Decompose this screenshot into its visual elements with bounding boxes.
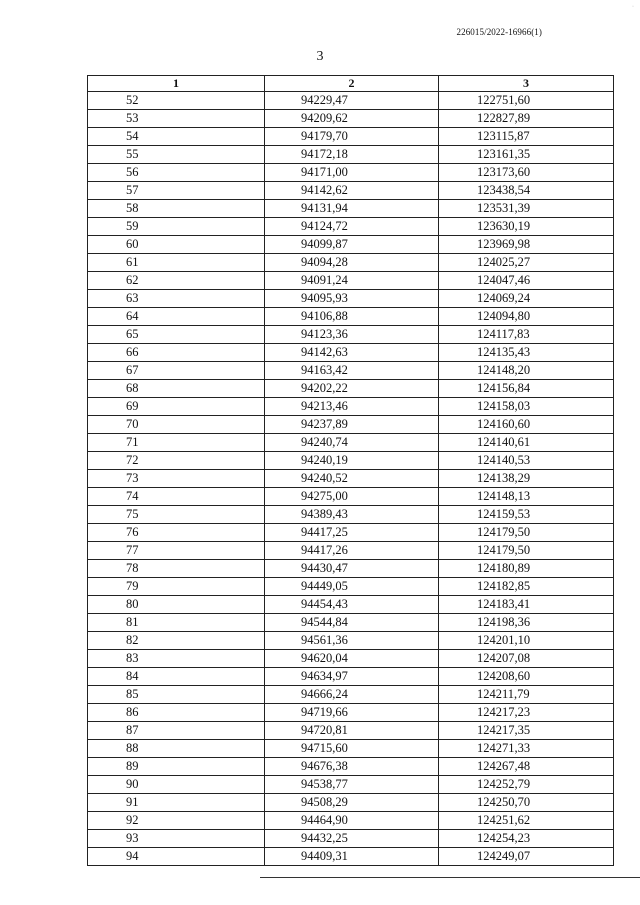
column-header-3: 3 (439, 76, 614, 92)
table-row (88, 326, 614, 344)
x-coordinate-cell: 94561,36 (265, 632, 439, 650)
y-coordinate-cell: 123630,19 (439, 218, 614, 236)
y-coordinate-cell: 124211,79 (439, 686, 614, 704)
point-number-cell: 93 (88, 830, 265, 848)
x-coordinate-cell: 94095,93 (265, 290, 439, 308)
table-row (88, 398, 614, 416)
point-number-cell: 64 (88, 308, 265, 326)
y-coordinate-cell: 123969,98 (439, 236, 614, 254)
table-row (88, 614, 614, 632)
point-number-cell: 82 (88, 632, 265, 650)
y-coordinate-cell: 124047,46 (439, 272, 614, 290)
table-row (88, 92, 614, 110)
point-number-cell: 63 (88, 290, 265, 308)
x-coordinate-cell: 94544,84 (265, 614, 439, 632)
y-coordinate-cell: 124183,41 (439, 596, 614, 614)
table-row (88, 830, 614, 848)
table-row (88, 452, 614, 470)
point-number-cell: 53 (88, 110, 265, 128)
y-coordinate-cell: 124069,24 (439, 290, 614, 308)
point-number-cell: 72 (88, 452, 265, 470)
y-coordinate-cell: 122827,89 (439, 110, 614, 128)
y-coordinate-cell: 124267,48 (439, 758, 614, 776)
x-coordinate-cell: 94209,62 (265, 110, 439, 128)
x-coordinate-cell: 94409,31 (265, 848, 439, 866)
table-row (88, 506, 614, 524)
table-row (88, 416, 614, 434)
y-coordinate-cell: 124140,61 (439, 434, 614, 452)
table-row (88, 218, 614, 236)
table-row (88, 740, 614, 758)
table-row (88, 470, 614, 488)
x-coordinate-cell: 94171,00 (265, 164, 439, 182)
x-coordinate-cell: 94123,36 (265, 326, 439, 344)
table-row (88, 560, 614, 578)
page-number: 3 (316, 49, 324, 64)
x-coordinate-cell: 94538,77 (265, 776, 439, 794)
table-row (88, 596, 614, 614)
point-number-cell: 54 (88, 128, 265, 146)
table-row (88, 380, 614, 398)
table-row (88, 272, 614, 290)
y-coordinate-cell: 124138,29 (439, 470, 614, 488)
x-coordinate-cell: 94676,38 (265, 758, 439, 776)
point-number-cell: 92 (88, 812, 265, 830)
x-coordinate-cell: 94237,89 (265, 416, 439, 434)
table-row (88, 650, 614, 668)
table-row (88, 578, 614, 596)
y-coordinate-cell: 124254,23 (439, 830, 614, 848)
table-row (88, 362, 614, 380)
x-coordinate-cell: 94142,63 (265, 344, 439, 362)
y-coordinate-cell: 124179,50 (439, 524, 614, 542)
x-coordinate-cell: 94508,29 (265, 794, 439, 812)
point-number-cell: 67 (88, 362, 265, 380)
point-number-cell: 66 (88, 344, 265, 362)
x-coordinate-cell: 94240,19 (265, 452, 439, 470)
point-number-cell: 52 (88, 92, 265, 110)
y-coordinate-cell: 124156,84 (439, 380, 614, 398)
point-number-cell: 79 (88, 578, 265, 596)
table-row (88, 182, 614, 200)
y-coordinate-cell: 123161,35 (439, 146, 614, 164)
y-coordinate-cell: 122751,60 (439, 92, 614, 110)
y-coordinate-cell: 124159,53 (439, 506, 614, 524)
y-coordinate-cell: 124249,07 (439, 848, 614, 866)
x-coordinate-cell: 94240,74 (265, 434, 439, 452)
x-coordinate-cell: 94163,42 (265, 362, 439, 380)
point-number-cell: 57 (88, 182, 265, 200)
table-row (88, 434, 614, 452)
table-row (88, 542, 614, 560)
x-coordinate-cell: 94417,25 (265, 524, 439, 542)
table-row (88, 164, 614, 182)
point-number-cell: 60 (88, 236, 265, 254)
point-number-cell: 81 (88, 614, 265, 632)
table-row (88, 128, 614, 146)
y-coordinate-cell: 124217,35 (439, 722, 614, 740)
table-row (88, 812, 614, 830)
table-row (88, 488, 614, 506)
y-coordinate-cell: 124094,80 (439, 308, 614, 326)
table-row (88, 146, 614, 164)
y-coordinate-cell: 124148,20 (439, 362, 614, 380)
x-coordinate-cell: 94666,24 (265, 686, 439, 704)
point-number-cell: 59 (88, 218, 265, 236)
x-coordinate-cell: 94719,66 (265, 704, 439, 722)
y-coordinate-cell: 124201,10 (439, 632, 614, 650)
y-coordinate-cell: 124140,53 (439, 452, 614, 470)
x-coordinate-cell: 94720,81 (265, 722, 439, 740)
point-number-cell: 91 (88, 794, 265, 812)
table-row (88, 200, 614, 218)
table-row (88, 290, 614, 308)
point-number-cell: 68 (88, 380, 265, 398)
table-row (88, 668, 614, 686)
column-header-2: 2 (265, 76, 439, 92)
point-number-cell: 78 (88, 560, 265, 578)
table-row (88, 524, 614, 542)
x-coordinate-cell: 94091,24 (265, 272, 439, 290)
y-coordinate-cell: 124252,79 (439, 776, 614, 794)
y-coordinate-cell: 124207,08 (439, 650, 614, 668)
point-number-cell: 58 (88, 200, 265, 218)
point-number-cell: 76 (88, 524, 265, 542)
x-coordinate-cell: 94094,28 (265, 254, 439, 272)
y-coordinate-cell: 124180,89 (439, 560, 614, 578)
y-coordinate-cell: 124251,62 (439, 812, 614, 830)
point-number-cell: 74 (88, 488, 265, 506)
point-number-cell: 89 (88, 758, 265, 776)
table-row (88, 686, 614, 704)
y-coordinate-cell: 124025,27 (439, 254, 614, 272)
table-row (88, 110, 614, 128)
y-coordinate-cell: 124198,36 (439, 614, 614, 632)
x-coordinate-cell: 94131,94 (265, 200, 439, 218)
table-row (88, 308, 614, 326)
y-coordinate-cell: 124217,23 (439, 704, 614, 722)
y-coordinate-cell: 124179,50 (439, 542, 614, 560)
y-coordinate-cell: 124160,60 (439, 416, 614, 434)
x-coordinate-cell: 94172,18 (265, 146, 439, 164)
table-row (88, 794, 614, 812)
point-number-cell: 61 (88, 254, 265, 272)
x-coordinate-cell: 94099,87 (265, 236, 439, 254)
table-row (88, 758, 614, 776)
x-coordinate-cell: 94620,04 (265, 650, 439, 668)
point-number-cell: 83 (88, 650, 265, 668)
x-coordinate-cell: 94715,60 (265, 740, 439, 758)
coordinates-table (87, 75, 614, 866)
table-row (88, 776, 614, 794)
point-number-cell: 75 (88, 506, 265, 524)
corner-mark: · (632, 4, 634, 10)
point-number-cell: 86 (88, 704, 265, 722)
point-number-cell: 73 (88, 470, 265, 488)
x-coordinate-cell: 94449,05 (265, 578, 439, 596)
point-number-cell: 70 (88, 416, 265, 434)
document-number: 226015/2022-16966(1) (456, 27, 542, 37)
x-coordinate-cell: 94389,43 (265, 506, 439, 524)
point-number-cell: 88 (88, 740, 265, 758)
table-row (88, 236, 614, 254)
y-coordinate-cell: 124271,33 (439, 740, 614, 758)
table-row (88, 848, 614, 866)
y-coordinate-cell: 124250,70 (439, 794, 614, 812)
table-row (88, 722, 614, 740)
y-coordinate-cell: 124117,83 (439, 326, 614, 344)
point-number-cell: 69 (88, 398, 265, 416)
point-number-cell: 80 (88, 596, 265, 614)
point-number-cell: 65 (88, 326, 265, 344)
x-coordinate-cell: 94634,97 (265, 668, 439, 686)
point-number-cell: 71 (88, 434, 265, 452)
y-coordinate-cell: 123531,39 (439, 200, 614, 218)
y-coordinate-cell: 123438,54 (439, 182, 614, 200)
point-number-cell: 90 (88, 776, 265, 794)
column-header-1: 1 (88, 76, 265, 92)
table-row (88, 254, 614, 272)
x-coordinate-cell: 94432,25 (265, 830, 439, 848)
table-row (88, 344, 614, 362)
x-coordinate-cell: 94142,62 (265, 182, 439, 200)
x-coordinate-cell: 94106,88 (265, 308, 439, 326)
y-coordinate-cell: 124135,43 (439, 344, 614, 362)
x-coordinate-cell: 94240,52 (265, 470, 439, 488)
y-coordinate-cell: 124148,13 (439, 488, 614, 506)
point-number-cell: 94 (88, 848, 265, 866)
x-coordinate-cell: 94464,90 (265, 812, 439, 830)
point-number-cell: 77 (88, 542, 265, 560)
y-coordinate-cell: 123173,60 (439, 164, 614, 182)
footer-rule (260, 877, 640, 878)
point-number-cell: 84 (88, 668, 265, 686)
x-coordinate-cell: 94229,47 (265, 92, 439, 110)
point-number-cell: 56 (88, 164, 265, 182)
x-coordinate-cell: 94275,00 (265, 488, 439, 506)
y-coordinate-cell: 123115,87 (439, 128, 614, 146)
point-number-cell: 62 (88, 272, 265, 290)
y-coordinate-cell: 124158,03 (439, 398, 614, 416)
x-coordinate-cell: 94124,72 (265, 218, 439, 236)
x-coordinate-cell: 94179,70 (265, 128, 439, 146)
y-coordinate-cell: 124208,60 (439, 668, 614, 686)
x-coordinate-cell: 94202,22 (265, 380, 439, 398)
y-coordinate-cell: 124182,85 (439, 578, 614, 596)
point-number-cell: 87 (88, 722, 265, 740)
table-header-row (88, 76, 614, 92)
x-coordinate-cell: 94430,47 (265, 560, 439, 578)
x-coordinate-cell: 94417,26 (265, 542, 439, 560)
x-coordinate-cell: 94454,43 (265, 596, 439, 614)
table-row (88, 632, 614, 650)
table-row (88, 704, 614, 722)
x-coordinate-cell: 94213,46 (265, 398, 439, 416)
point-number-cell: 85 (88, 686, 265, 704)
point-number-cell: 55 (88, 146, 265, 164)
